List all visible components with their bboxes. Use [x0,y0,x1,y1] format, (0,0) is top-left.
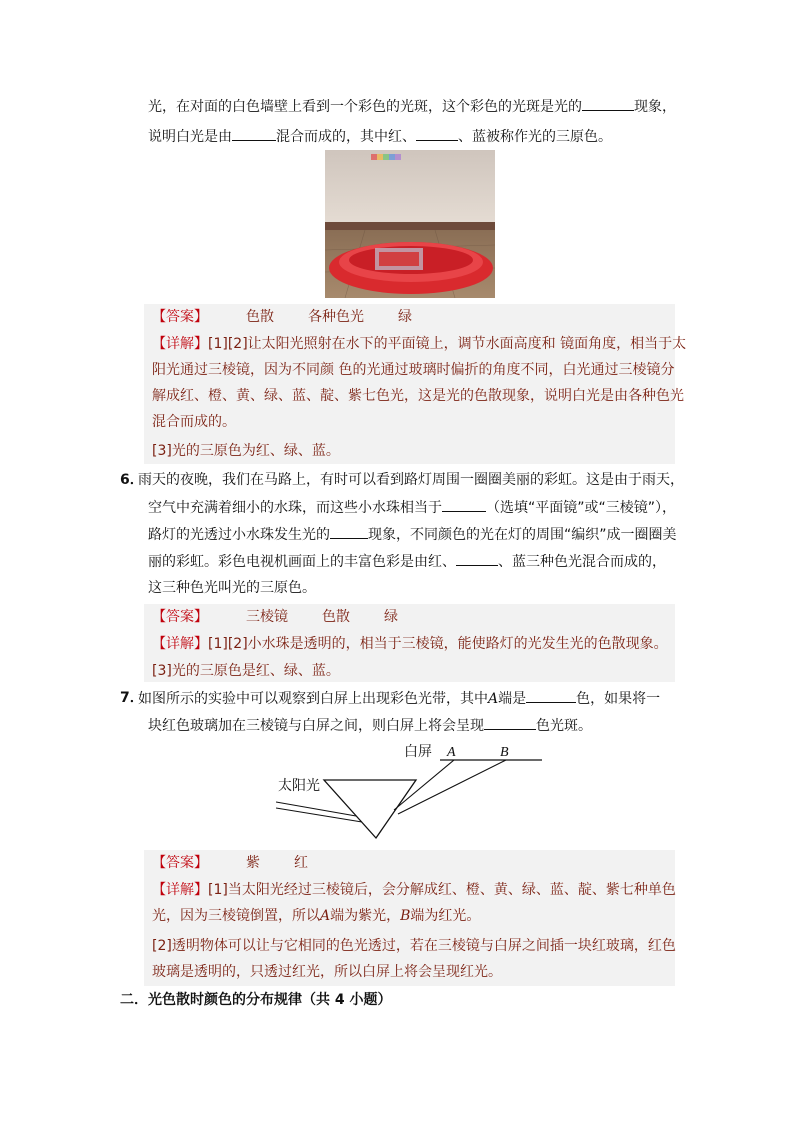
basin-photo-image [325,150,495,298]
q6-line-5 [148,578,316,598]
q7-answer-block [144,850,675,986]
q6-number: 6． [120,472,144,488]
detail-tag: 【详解】 [152,336,208,352]
q6-text: （选填“平面镜”或“三棱镜”）， [486,500,677,516]
q6-line-2 [148,497,676,518]
prism-diagram-svg [276,738,546,844]
q6-blank-1 [442,497,486,512]
detail-text: 玻璃是透明的，只透过红光，所以白屏上将会呈现红光。 [152,964,502,980]
screen-label: 白屏 [404,745,432,760]
q7-text: 色光斑。 [536,718,592,734]
detail-tag: 【详解】 [152,882,208,898]
q5-detail-5 [152,441,340,461]
q5-answer-row [152,307,412,327]
q6-text: 丽的彩虹。彩色电视机画面上的丰富色彩是由红、 [148,554,456,570]
detail-text: 端为紫光， [330,908,401,924]
q7-number: 7． [120,690,144,706]
q6-detail-2 [152,661,340,681]
q5-line-2 [148,126,612,147]
q6-line-3 [148,524,677,545]
detail-text: [2]透明物体可以让与它相同的色光透过，若在三棱镜与白屏之间插一块红玻璃，红色 [152,938,676,954]
q6-blank-2 [330,524,368,539]
q7-text: 端是 [498,691,527,707]
q7-detail-1 [152,880,676,900]
q7-detail-4 [152,962,502,982]
q5-answer-3: 绿 [398,309,412,325]
q5-detail-1 [152,334,686,354]
sun-ray-1 [276,802,356,816]
detail-point-a: A [320,908,331,924]
q6-text: 、蓝三种色光混合而成的， [498,554,666,570]
q6-text: 雨天的夜晚，我们在马路上，有时可以看到路灯周围一圈圈美丽的彩虹。这是由于雨天， [138,472,684,488]
detail-text: 解成红、橙、黄、绿、蓝、靛、紫七色光，这是光的色散现象，说明白光是由各种色光 [152,388,684,404]
point-b-label: B [500,745,509,760]
q7-detail-2 [152,906,480,926]
q6-answer-2: 色散 [322,609,350,625]
detail-text: [1]当太阳光经过三棱镜后，会分解成红、橙、黄、绿、蓝、靛、紫七种单色 [208,882,676,898]
q6-blank-3 [456,551,498,566]
q5-detail-3 [152,386,684,406]
q7-point-a: A [488,691,499,707]
q7-text: 如图所示的实验中可以观察到白屏上出现彩色光带，其中 [138,691,488,707]
q5-text: 混合而成的，其中红、 [276,129,416,145]
q5-text: 、蓝被称作光的三原色。 [458,129,612,145]
q6-answer-block [144,604,675,682]
point-a-label: A [447,745,456,760]
q6-text: 空气中充满着细小的水珠，而这些小水珠相当于 [148,500,442,516]
sunlight-label: 太阳光 [278,779,320,794]
detail-text: 阳光通过三棱镜，因为不同颜 色的光通过玻璃时偏折的角度不同，白光通过三棱镜分 [152,362,675,378]
q6-answer-row [152,607,398,627]
q6-answer-3: 绿 [384,609,398,625]
answer-tag: 【答案】 [152,309,208,325]
q5-detail-4 [152,412,236,432]
detail-text: [3]光的三原色是红、绿、蓝。 [152,663,340,679]
q5-line-1 [148,96,676,117]
q5-answer-block [144,304,687,464]
q5-blank-1 [582,96,634,111]
detail-text: [1][2]小水珠是透明的，相当于三棱镜，能使路灯的光发生光的色散现象。 [208,636,668,652]
answer-tag: 【答案】 [152,609,208,625]
q7-text: 块红色玻璃加在三棱镜与白屏之间，则白屏上将会呈现 [148,718,484,734]
q5-answer-2: 各种色光 [308,309,364,325]
q7-line-1 [138,688,660,709]
q5-detail-2 [152,360,674,380]
q7-detail-3 [152,936,676,956]
q6-line-4 [148,551,666,572]
q5-blank-2 [232,126,276,141]
detail-text: [1][2]让太阳光照射在水下的平面镜上，调节水面高度和 镜面角度，相当于太 [208,336,687,352]
detail-point-b: B [400,908,411,924]
detail-text: [3]光的三原色为红、绿、蓝。 [152,443,340,459]
detail-text: 光，因为三棱镜倒置，所以 [152,908,320,924]
refracted-ray-a [394,760,454,810]
q5-answer-1: 色散 [246,309,274,325]
q6-detail-1 [152,634,668,654]
prism-triangle [324,780,416,838]
q6-text: 这三种色光叫光的三原色。 [148,580,316,596]
q7-answer-row [152,853,308,873]
q7-line-2 [148,715,592,736]
q5-blank-3 [416,126,458,141]
detail-tag: 【详解】 [152,636,208,652]
q5-text: 光，在对面的白色墙壁上看到一个彩色的光斑，这个彩色的光斑是光的 [148,99,582,115]
q6-text: 现象，不同颜色的光在灯的周围“编织”成一圈圈美 [368,527,677,543]
q6-text: 路灯的光透过小水珠发生光的 [148,527,330,543]
refracted-ray-b [398,760,506,814]
prism-diagram [276,738,546,848]
q7-answer-2: 红 [294,855,308,871]
q7-blank-1 [526,688,576,703]
q6-answer-1: 三棱镜 [246,609,288,625]
detail-text: 混合而成的。 [152,414,236,430]
q5-text: 现象， [634,99,676,115]
q7-blank-2 [484,715,536,730]
q6-line-1 [138,470,684,490]
q5-text: 说明白光是由 [148,129,232,145]
section-title: 二．光色散时颜色的分布规律（共 4 小题） [120,992,392,1008]
q7-answer-1: 紫 [246,855,260,871]
q7-text: 色，如果将一 [576,691,661,707]
basin-photo [325,150,495,298]
detail-text: 端为红光。 [410,908,481,924]
answer-tag: 【答案】 [152,855,208,871]
